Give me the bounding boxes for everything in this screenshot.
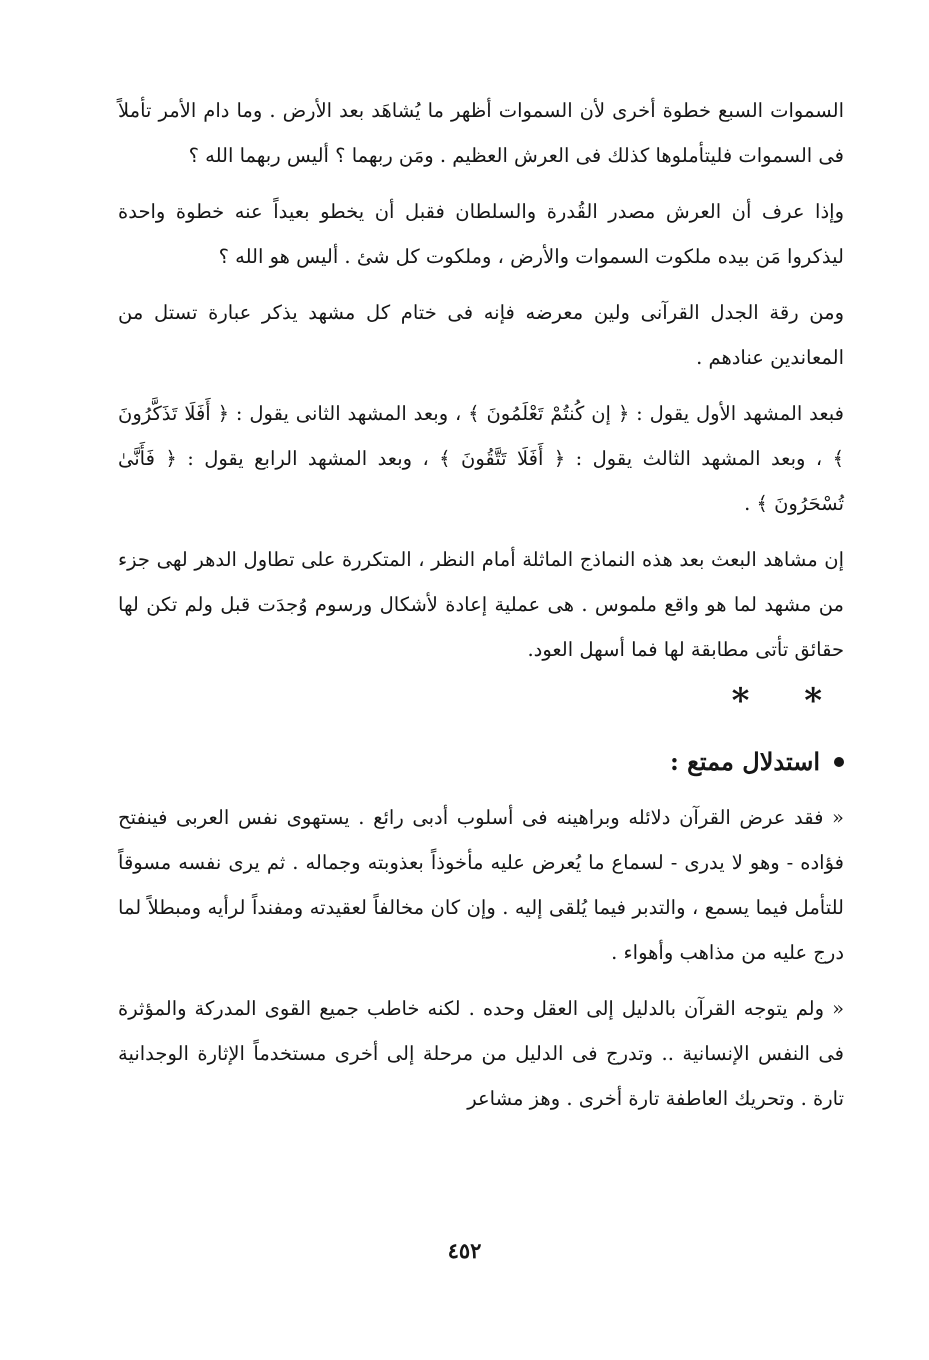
paragraph-1: السموات السبع خطوة أخرى لأن السموات أظهر ما يُشاهَد بعد الأرض . وما دام الأمر تأملاً فى السموات فليتأملوها كذلك فى العرش العظيم . ومَن ربهما ؟ أليس ربهما الله ؟ xyxy=(118,99,844,167)
quote-paragraph-2: « ولم يتوجه القرآن بالدليل إلى العقل وحده . لكنه خاطب جميع القوى المدركة والمؤثرة فى النفس الإنسانية .. وتدرج فى الدليل من مرحلة إلى أخرى مستخدماً الإثارة الوجدانية تارة . وتحريك العاطفة تارة أخرى . وهز مشاعر xyxy=(118,997,844,1110)
page-number: ٤٥٢ xyxy=(447,1238,482,1263)
paragraph-5: إن مشاهد البعث بعد هذه النماذج الماثلة أمام النظر ، المتكررة على تطاول الدهر لهى جزء من مشهد لما هو واقع ملموس . هى عملية إعادة لأشكال ورسوم وُجدَت قبل ولم تكن لها حقائق تأتى مطابقة لها فما أسهل العود. xyxy=(118,548,844,661)
section-heading-text: استدلال ممتع : xyxy=(669,747,820,776)
paragraph-4: فبعد المشهد الأول يقول : ﴿ إن كُنتُمْ تَعْلَمُونَ ﴾ ، وبعد المشهد الثانى يقول : ﴿ أَفَلَا تَذَكَّرُونَ ﴾ ، وبعد المشهد الثالث يقول : ﴿ أَفَلَا تَتَّقُونَ ﴾ ، وبعد المشهد الرابع يقول : ﴿ فَأَنَّىٰ تُسْحَرُونَ ﴾ . xyxy=(118,402,844,515)
quote-paragraph-1: « فقد عرض القرآن دلائله وبراهينه فى أسلوب أدبى رائع . يستهوى نفس العربى فينفتح فؤاده - وهو لا يدرى - لسماع ما يُعرض عليه مأخوذاً بعذوبته وجماله . ثم يرى نفسه مسوقاً للتأمل فيما يسمع ، والتدبر فيما يُلقى إليه . وإن كان مخالفاً لعقيدته ومفنداً لرأيه ومبطلاً لما درج عليه من مذاهب وأهواء . xyxy=(118,806,844,964)
page-body xyxy=(118,88,844,1132)
asterisk-2: * xyxy=(804,681,822,721)
paragraph-2: وإذا عرف أن العرش مصدر القُدرة والسلطان فقبل أن يخطو بعيداً عنه خطوة واحدة ليذكروا مَن بيده ملكوت السموات والأرض ، وملكوت كل شئ . أليس هو الله ؟ xyxy=(118,200,844,268)
section-separator xyxy=(118,683,844,731)
asterisk-1: * xyxy=(731,681,750,721)
section-heading xyxy=(118,739,844,785)
paragraph-3: ومن رقة الجدل القرآنى ولين معرضه فإنه فى ختام كل مشهد يذكر عبارة تستل من المعاندين عنادهم . xyxy=(118,301,844,369)
bullet-icon xyxy=(834,757,844,767)
